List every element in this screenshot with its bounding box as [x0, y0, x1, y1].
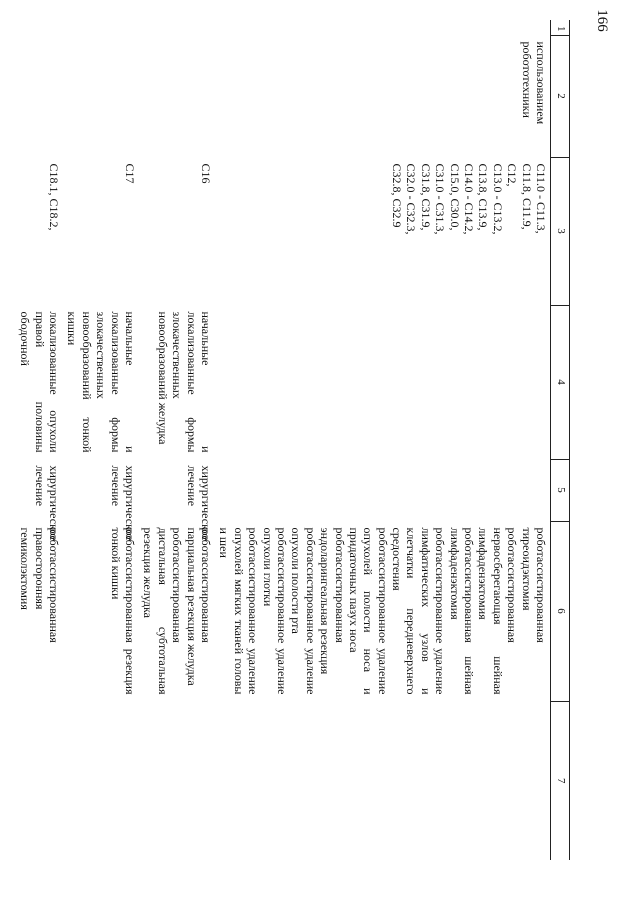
table-row — [63, 20, 139, 860]
row4-icd-codes: C18.1, C18.2, — [16, 157, 63, 305]
row2-col7 — [139, 701, 215, 860]
row2-procedures: роботассистированная парциальная резекция желудка роботассистированная дистальная субтотальная резекция желудка — [139, 521, 215, 701]
row3-procedures: роботассистированная резекция тонкой кишки — [63, 521, 139, 701]
col-header-3: 3 — [551, 157, 570, 305]
row4-method — [16, 35, 63, 157]
row4-condition: локализованные опухоли правой половины ободочной — [16, 305, 63, 459]
col-header-4: 4 — [551, 305, 570, 459]
col-header-1: 1 — [551, 20, 570, 35]
row2-treatment: хирургическое лечение — [139, 459, 215, 521]
col-header-5: 5 — [551, 459, 570, 521]
row4-treatment: хирургическое лечение — [16, 459, 63, 521]
row4-procedures: роботассистированная правосторонняя гемиколэктомия — [16, 521, 63, 701]
row1-icd-codes: C11.0 - C11.3, C11.8, C11.9, C12, C13.0 - C13.2, C13.8, C13.9, C14.0 - C14.2, C15.0, C30.0, C31.0 - C31.3, C31.8, C31.9, C32.0 - C32.3, C32.8, C32.9 — [215, 157, 550, 305]
row2-condition: начальные и локализованные формы злокачественных новообразований желудка — [139, 305, 215, 459]
table-row — [139, 20, 215, 860]
row3-condition: начальные и локализованные формы злокачественных новообразований тонкой кишки — [63, 305, 139, 459]
row4-col1 — [16, 20, 63, 35]
procedures-table — [16, 20, 570, 860]
row1-method: использованием робототехники — [215, 35, 550, 157]
row1-procedures: роботассистированная тиреоидэктомия роботассистированная нервосберегающая шейная лимфаденэктомия роботассистированная шейная лимфаденэктомия роботассистированное удаление лимфатических узлов и клетчатки передневерхнего средостения роботассистированное удаление опухолей полости носа и придаточных пазух носа роботассистированная эндоларингеальная резекция роботассистированное удаление опухоли полости рта роботассистированное удаление опухоли глотки роботассистированное удаление опухолей мягких тканей головы и шеи — [215, 521, 550, 701]
col-header-6: 6 — [551, 521, 570, 701]
row2-method — [139, 35, 215, 157]
header-row — [551, 20, 570, 860]
row3-method — [63, 35, 139, 157]
table-row — [215, 20, 550, 860]
row3-col1 — [63, 20, 139, 35]
row1-col7 — [215, 701, 550, 860]
row1-condition — [215, 305, 550, 459]
row2-col1 — [139, 20, 215, 35]
row1-col1 — [215, 20, 550, 35]
row1-treatment — [215, 459, 550, 521]
col-header-2: 2 — [551, 35, 570, 157]
row3-col7 — [63, 701, 139, 860]
row4-col7 — [16, 701, 63, 860]
rotated-page — [18, 20, 570, 860]
row2-icd-codes: C16 — [139, 157, 215, 305]
page-number: 166 — [593, 9, 610, 32]
row3-icd-codes: C17 — [63, 157, 139, 305]
col-header-7: 7 — [551, 701, 570, 860]
table-row — [16, 20, 63, 860]
row3-treatment: хирургическое лечение — [63, 459, 139, 521]
